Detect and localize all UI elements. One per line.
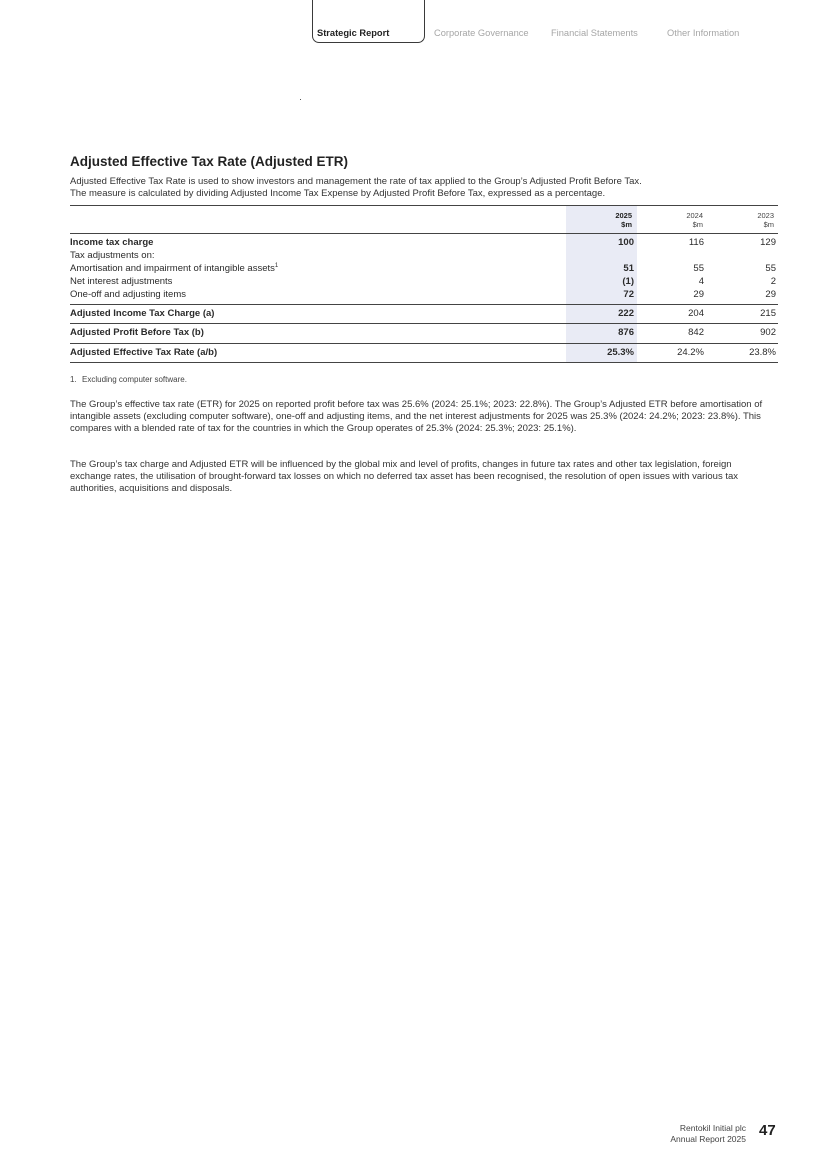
- section-title: Adjusted Effective Tax Rate (Adjusted ETR): [70, 154, 349, 169]
- stray-dot: [300, 99, 301, 100]
- table-row: Adjusted Effective Tax Rate (a/b) 25.3% 24.2% 23.8%: [70, 347, 776, 358]
- table-row: One-off and adjusting items 72 29 29: [70, 289, 776, 300]
- footer-publication: Rentokil Initial plc Annual Report 2025: [670, 1123, 746, 1144]
- table-row: Amortisation and impairment of intangible assets$^1$ 51 55 55: [70, 262, 776, 274]
- header-rule: [70, 233, 778, 234]
- table-row: Net interest adjustments (1) 4 2: [70, 276, 776, 287]
- table-row: Tax adjustments on:: [70, 250, 155, 261]
- paragraph-influences: The Group’s tax charge and Adjusted ETR will be influenced by the global mix and level of profits, changes in future tax rates and other tax legislation, foreign exchange rates, the utilisation of brought-forward tax losses on which no deferred tax asset has been recognised, the resolution of open issues with various tax authorities, acquisitions and disposals.: [70, 459, 739, 494]
- table-row: Income tax charge 100 116 129: [70, 237, 776, 248]
- footnote: 1. Excluding computer software.: [70, 375, 187, 384]
- table-row: Adjusted Income Tax Charge (a) 222 204 215: [70, 308, 776, 319]
- section-intro: Adjusted Effective Tax Rate is used to show investors and management the rate of tax applied to the Group’s Adjusted Profit Before Tax. The measure is calculated by dividing Adjusted Income Tax Expense by Adjusted Profit Before Tax, expressed as a percentage.: [70, 176, 642, 199]
- table-top-rule: [70, 205, 778, 206]
- footnote-marker: 1: [274, 262, 279, 269]
- paragraph-etr: The Group’s effective tax rate (ETR) for 2025 on reported profit before tax was 25.6% (2024: 25.1%; 2023: 22.8%). The Group’s Adjusted ETR before amortisation of intangible assets (excluding computer software), one-off and adjusting items, and the net interest adjustments for 2025 was 25.3% (2024: 24.2%; 2023: 23.8%). This compares with a blended rate of tax for the countries in which the Group operates of 25.3% (2024: 25.3%; 2023: 25.1%).: [70, 399, 763, 434]
- column-header-2024: 2024 $m: [686, 211, 703, 229]
- column-header-2025: 2025 $m: [615, 211, 632, 229]
- tab-financial-statements[interactable]: Financial Statements: [551, 28, 638, 38]
- section-nav: [0, 0, 825, 48]
- tab-strategic-report[interactable]: Strategic Report: [312, 0, 425, 43]
- table-bottom-rule: [70, 362, 778, 363]
- row-rule: [70, 323, 778, 324]
- row-rule: [70, 343, 778, 344]
- column-header-2023: 2023 $m: [757, 211, 774, 229]
- table-row: Adjusted Profit Before Tax (b) 876 842 902: [70, 327, 776, 338]
- tab-other-information[interactable]: Other Information: [667, 28, 740, 38]
- tab-corporate-governance[interactable]: Corporate Governance: [434, 28, 529, 38]
- page-number: 47: [759, 1122, 776, 1139]
- row-rule: [70, 304, 778, 305]
